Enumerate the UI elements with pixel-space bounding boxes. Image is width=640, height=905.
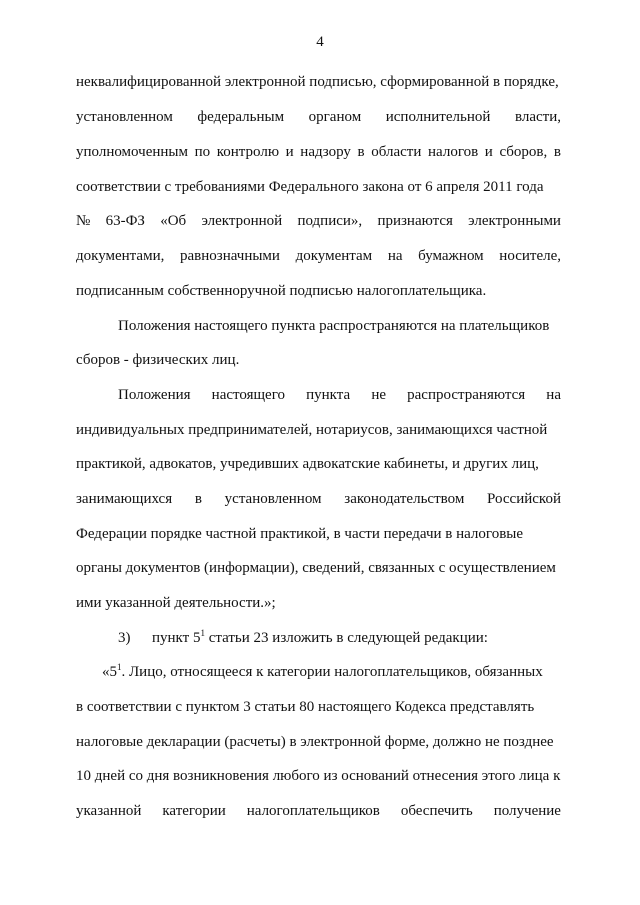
word: 63-ФЗ bbox=[105, 213, 145, 229]
word: законодательством bbox=[344, 491, 465, 507]
paragraph3-line6: органы документов (информации), сведений, связанных с осуществлением bbox=[76, 560, 556, 576]
item-number: 3) bbox=[118, 630, 131, 646]
word: органом bbox=[308, 109, 362, 125]
word: контролю bbox=[216, 144, 280, 160]
word: признаются bbox=[377, 213, 453, 229]
word: настоящего bbox=[211, 387, 285, 403]
word: бумажном bbox=[418, 248, 484, 264]
word: налогов bbox=[428, 144, 479, 160]
paragraph1-line6 bbox=[76, 246, 561, 266]
paragraph5-line5 bbox=[76, 801, 561, 821]
paragraph3-line2: индивидуальных предпринимателей, нотариусов, занимающихся частной bbox=[76, 422, 548, 438]
word: получение bbox=[493, 803, 561, 819]
word: в bbox=[357, 144, 365, 160]
word: на bbox=[387, 248, 403, 264]
paragraph5-line1-before: «5 bbox=[102, 664, 117, 680]
paragraph5-line3: налоговые декларации (расчеты) в электронной форме, должно не позднее bbox=[76, 734, 554, 750]
word: документам bbox=[295, 248, 373, 264]
word: и bbox=[285, 144, 294, 160]
paragraph1-line7: подписанным собственноручной подписью налогоплательщика. bbox=[76, 283, 487, 299]
word: равнозначными bbox=[180, 248, 280, 264]
word: «Об bbox=[160, 213, 187, 229]
word: уполномоченным bbox=[76, 144, 188, 160]
paragraph3-line3: практикой, адвокатов, учредивших адвокатские кабинеты, и других лиц, bbox=[76, 456, 539, 472]
word: Положения bbox=[118, 387, 191, 403]
word: занимающихся bbox=[76, 491, 173, 507]
word: установленном bbox=[224, 491, 322, 507]
paragraph1-line5 bbox=[76, 211, 561, 231]
paragraph3-line5: Федерации порядке частной практикой, в части передачи в налоговые bbox=[76, 526, 524, 542]
word: категории bbox=[162, 803, 226, 819]
item3-line bbox=[118, 628, 561, 648]
paragraph5-line1 bbox=[102, 662, 561, 682]
word: Российской bbox=[487, 491, 561, 507]
word: указанной bbox=[76, 803, 142, 819]
paragraph1-line1: неквалифицированной электронной подписью, сформированной в порядке, bbox=[76, 74, 559, 90]
word: установленном bbox=[76, 109, 173, 125]
word: власти, bbox=[514, 109, 561, 125]
word: в bbox=[553, 144, 561, 160]
word: исполнительной bbox=[385, 109, 491, 125]
word: надзору bbox=[300, 144, 351, 160]
paragraph1-line3 bbox=[76, 142, 561, 162]
paragraph5-superscript: 1 bbox=[117, 662, 122, 672]
word: на bbox=[546, 387, 561, 403]
page-number: 4 bbox=[316, 34, 324, 50]
word: № bbox=[76, 213, 91, 229]
word: в bbox=[194, 491, 202, 507]
word: сборов, bbox=[499, 144, 548, 160]
word: носителе, bbox=[499, 248, 561, 264]
word: пункта bbox=[306, 387, 351, 403]
item3-superscript: 1 bbox=[200, 628, 205, 638]
paragraph2-line2: сборов - физических лиц. bbox=[76, 352, 240, 368]
word: распространяются bbox=[407, 387, 526, 403]
item3-text-before: пункт 5 bbox=[152, 630, 201, 646]
paragraph5-line2: в соответствии с пунктом 3 статьи 80 настоящего Кодекса представлять bbox=[76, 699, 535, 715]
word: электронными bbox=[468, 213, 561, 229]
word: налогоплательщиков bbox=[246, 803, 380, 819]
word: по bbox=[194, 144, 211, 160]
paragraph1-line2 bbox=[76, 107, 561, 127]
item3-text-after: статьи 23 изложить в следующей редакции: bbox=[204, 630, 488, 646]
word: обеспечить bbox=[400, 803, 473, 819]
paragraph3-line4 bbox=[76, 489, 561, 509]
word: федеральным bbox=[197, 109, 285, 125]
word: области bbox=[371, 144, 422, 160]
paragraph5-line1-after: . Лицо, относящееся к категории налогоплательщиков, обязанных bbox=[121, 664, 543, 680]
word: и bbox=[484, 144, 493, 160]
word: документами, bbox=[76, 248, 165, 264]
paragraph1-line4: соответствии с требованиями Федерального закона от 6 апреля 2011 года bbox=[76, 179, 544, 195]
paragraph2-line1: Положения настоящего пункта распространяются на плательщиков bbox=[118, 318, 550, 334]
paragraph3-line7: ими указанной деятельности.»; bbox=[76, 595, 276, 611]
word: электронной bbox=[201, 213, 283, 229]
word: подписи», bbox=[297, 213, 363, 229]
word: не bbox=[371, 387, 386, 403]
paragraph3-line1 bbox=[118, 385, 561, 405]
paragraph5-line4: 10 дней со дня возникновения любого из оснований отнесения этого лица к bbox=[76, 768, 561, 784]
